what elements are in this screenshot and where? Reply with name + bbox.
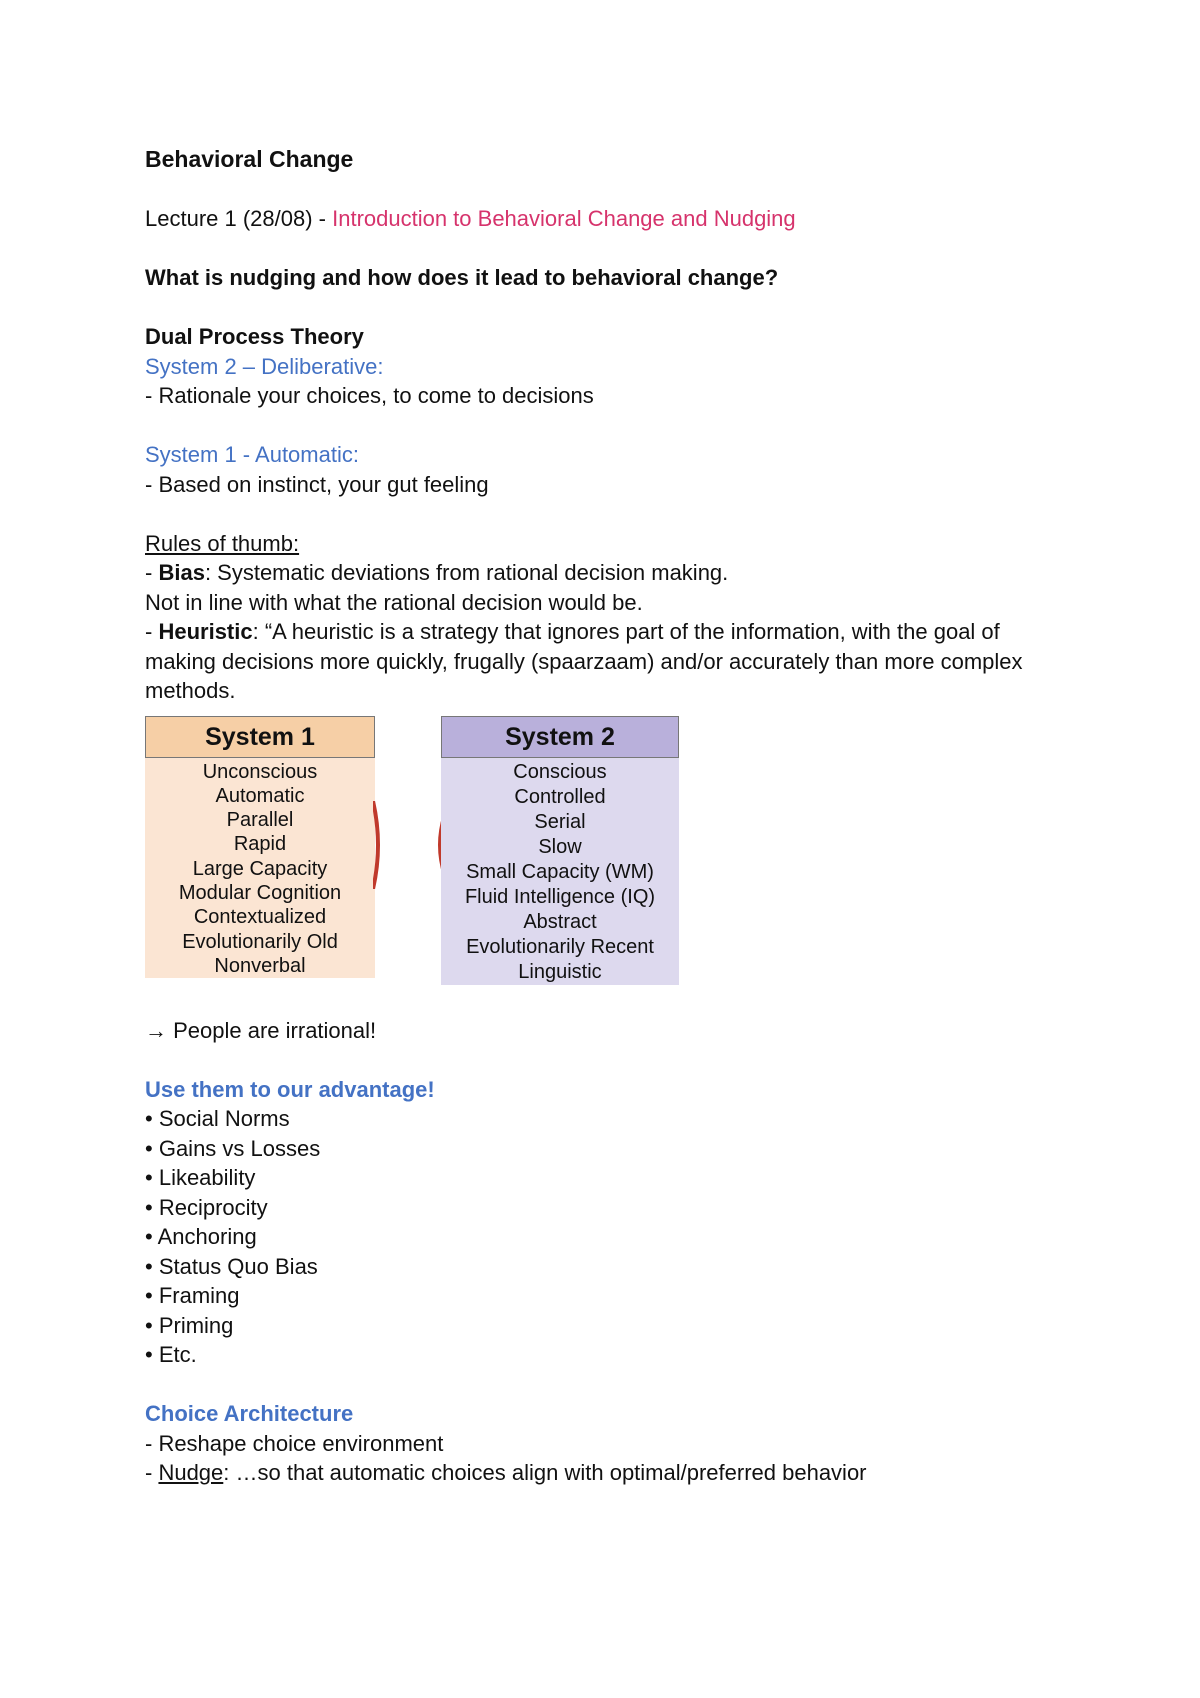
system2-row: Conscious xyxy=(513,760,607,783)
list-item-label: Priming xyxy=(158,1312,234,1338)
heuristic-definition: : “A heuristic is a strategy that ignores part of the information, with the goal of making decisions more quickly, frugally (spaarzaam) and/or accurately than more complex methods. xyxy=(145,619,1023,703)
system1-table xyxy=(145,716,375,978)
system1-row: Modular Cognition xyxy=(178,881,342,904)
heuristic-term: Heuristic xyxy=(158,619,253,644)
bullet-icon: • xyxy=(145,1135,153,1161)
advantage-list xyxy=(145,1104,1065,1370)
system2-label: System 2 – Deliberative: xyxy=(145,353,384,379)
bias-explanation: Not in line with what the rational decision would be. xyxy=(145,589,643,615)
system1-table-body xyxy=(145,758,375,978)
list-item-label: Anchoring xyxy=(157,1224,257,1249)
list-item xyxy=(145,1104,1065,1134)
conclusion-line xyxy=(145,1016,1065,1046)
lecture-title: Introduction to Behavioral Change and Nudging xyxy=(332,206,796,231)
conclusion-text: People are irrational! xyxy=(173,1017,377,1043)
system1-row: Evolutionarily Old xyxy=(182,930,338,953)
list-item xyxy=(145,1193,1065,1223)
heuristic-prefix: - xyxy=(145,619,159,644)
list-item-label: Status Quo Bias xyxy=(158,1253,318,1279)
system2-description: - Rationale your choices, to come to decisions xyxy=(145,383,594,408)
system2-row: Linguistic xyxy=(518,960,602,983)
system2-table-body xyxy=(441,758,679,985)
bias-definition: : Systematic deviations from rational decision making. xyxy=(204,560,729,585)
choice-line-reshape: - Reshape choice environment xyxy=(145,1430,444,1456)
list-item-label: Gains vs Losses xyxy=(158,1135,321,1161)
list-item xyxy=(145,1134,1065,1164)
system2-row: Small Capacity (WM) xyxy=(466,860,654,883)
bullet-icon: • xyxy=(145,1253,153,1279)
arrow-icon: → xyxy=(145,1017,167,1043)
bullet-icon: • xyxy=(145,1224,153,1249)
key-question: What is nudging and how does it lead to behavioral change? xyxy=(145,265,779,290)
rules-of-thumb-title: Rules of thumb: xyxy=(145,530,300,556)
system2-row: Slow xyxy=(538,835,582,858)
list-item xyxy=(145,1252,1065,1282)
bias-term: Bias xyxy=(158,560,205,585)
red-arc-left xyxy=(373,801,383,889)
bias-prefix: - xyxy=(145,560,159,585)
bullet-icon: • xyxy=(145,1283,153,1308)
dual-process-title: Dual Process Theory xyxy=(145,324,364,349)
system2-row: Evolutionarily Recent xyxy=(466,935,654,958)
list-item xyxy=(145,1311,1065,1341)
list-item-label: Reciprocity xyxy=(158,1194,268,1220)
list-item-label: Framing xyxy=(158,1283,240,1308)
system-comparison-figure xyxy=(145,716,1065,1016)
list-item-label: Etc. xyxy=(158,1342,197,1367)
bullet-icon: • xyxy=(145,1194,153,1220)
list-item-label: Social Norms xyxy=(158,1106,290,1131)
system2-table xyxy=(441,716,679,985)
system1-row: Rapid xyxy=(233,833,287,856)
bullet-icon: • xyxy=(145,1312,153,1338)
bullet-icon: • xyxy=(145,1165,153,1190)
system2-row: Serial xyxy=(534,810,586,833)
list-item xyxy=(145,1222,1065,1252)
system1-row: Parallel xyxy=(226,809,294,832)
heuristic-line xyxy=(145,617,1065,706)
system1-label: System 1 - Automatic: xyxy=(145,442,359,467)
system1-row: Unconscious xyxy=(202,760,318,783)
system1-row: Automatic xyxy=(215,784,305,807)
list-item xyxy=(145,1163,1065,1193)
nudge-definition: : …so that automatic choices align with optimal/preferred behavior xyxy=(223,1460,867,1485)
system2-row: Abstract xyxy=(523,910,597,933)
list-item xyxy=(145,1281,1065,1311)
system1-table-header: System 1 xyxy=(145,716,375,758)
system2-row: Fluid Intelligence (IQ) xyxy=(464,885,656,908)
system2-row: Controlled xyxy=(514,785,606,808)
system1-row: Large Capacity xyxy=(192,857,328,880)
document-page xyxy=(145,145,1065,1488)
list-item xyxy=(145,1340,1065,1370)
nudge-term: Nudge xyxy=(158,1460,224,1485)
system2-table-header: System 2 xyxy=(441,716,679,758)
lecture-line xyxy=(145,204,1065,234)
bullet-icon: • xyxy=(145,1106,153,1131)
system1-row: Contextualized xyxy=(193,906,327,929)
document-title: Behavioral Change xyxy=(145,146,354,172)
nudge-line xyxy=(145,1458,1065,1488)
system1-row: Nonverbal xyxy=(214,954,306,977)
bias-line xyxy=(145,558,1065,588)
lecture-prefix: Lecture 1 (28/08) - xyxy=(145,206,333,231)
list-item-label: Likeability xyxy=(158,1165,256,1190)
nudge-prefix: - xyxy=(145,1460,159,1485)
choice-architecture-title: Choice Architecture xyxy=(145,1401,354,1426)
system1-description: - Based on instinct, your gut feeling xyxy=(145,471,489,497)
bullet-icon: • xyxy=(145,1342,153,1367)
advantage-title: Use them to our advantage! xyxy=(145,1076,435,1102)
